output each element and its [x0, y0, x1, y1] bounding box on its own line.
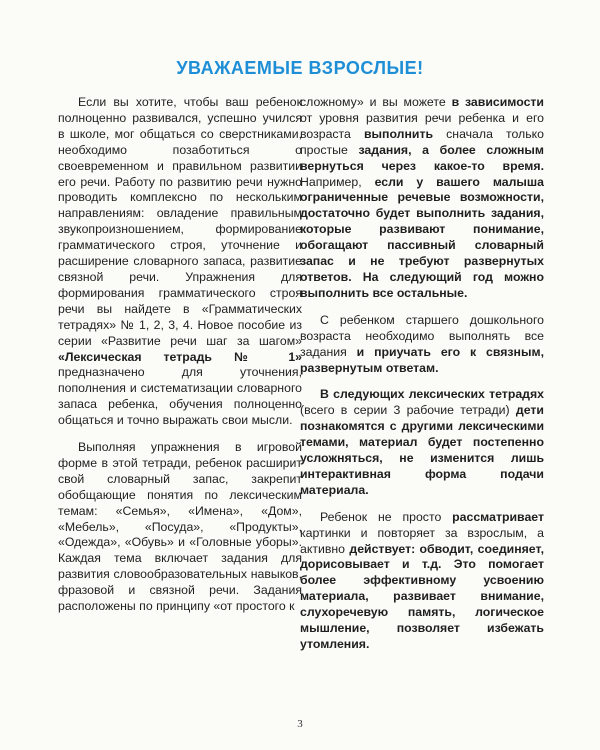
paragraph: Если вы хотите, чтобы ваш ребенок полноценно развивался, успешно учился в школе, мог общаться со сверстниками, необходимо позаботиться о своевременном и правильном развитии его речи. Работу по развитию речи нужно проводить комплексно по нескольким направлениям: овладение правильным звукопроизношением, формирование грамматического строя, уточнение и расширение словарного запаса, развитие связной речи. Упражнения для формирования грамматического строя речи вы найдете в «Грамматических тетрадях» № 1, 2, 3, 4. Новое пособие из серии «Развитие речи шаг за шагом» «Лексическая тетрадь № 1» предназначено для уточнения, пополнения и систематизации словарного запаса ребенка, обучения полноценно общаться и точно выражать свои мысли.	[58, 95, 302, 428]
left-column	[58, 95, 302, 626]
page-title: УВАЖАЕМЫЕ ВЗРОСЛЫЕ!	[176, 58, 424, 78]
paragraph: сложному» и вы можете в зависимости от уровня развития речи ребенка и его возраста выполнить сначала только простые задания, а более сложным вернуться через какое-то время. Например, если у вашего малыша ограниченные речевые возможности, достаточно будет выполнить задания, которые развивают понимание, обогащают пассивный словарный запас и не требуют развернутых ответов. На следующий год можно выполнить все остальные.	[300, 95, 545, 300]
right-column	[300, 95, 544, 664]
page-number: 3	[297, 718, 303, 730]
paragraph: С ребенком старшего дошкольного возраста необходимо выполнять все задания и приучать его к связным, развернутым ответам.	[300, 312, 544, 375]
paragraph: Ребенок не просто рассматривает картинки и повторяет за взрослым, а активно действует: обводит, соединяет, дорисовывает и т.д. Это помогает более эффективному усвоению материала, развивает внимание, слухоречевую память, логическое мышление, позволяет избежать утомления.	[300, 509, 544, 651]
paragraph: Выполняя упражнения в игровой форме в этой тетради, ребенок расширит свой словарный запас, закрепит обобщающие понятия по лексическим темам: «Семья», «Имена», «Дом», «Мебель», «Посуда», «Продукты», «Одежда», «Обувь» и «Головные уборы». Каждая тема включает задания для развития словообразовательных навыков, фразовой и связной речи. Задания расположены по принципу «от простого к	[58, 440, 302, 614]
paragraph: В следующих лексических тетрадях (всего в серии 3 рабочие тетради) дети познакомятся с другими лексическими темами, материал будет постепенно усложняться, не изменится лишь интерактивная форма подачи материала.	[300, 387, 544, 497]
